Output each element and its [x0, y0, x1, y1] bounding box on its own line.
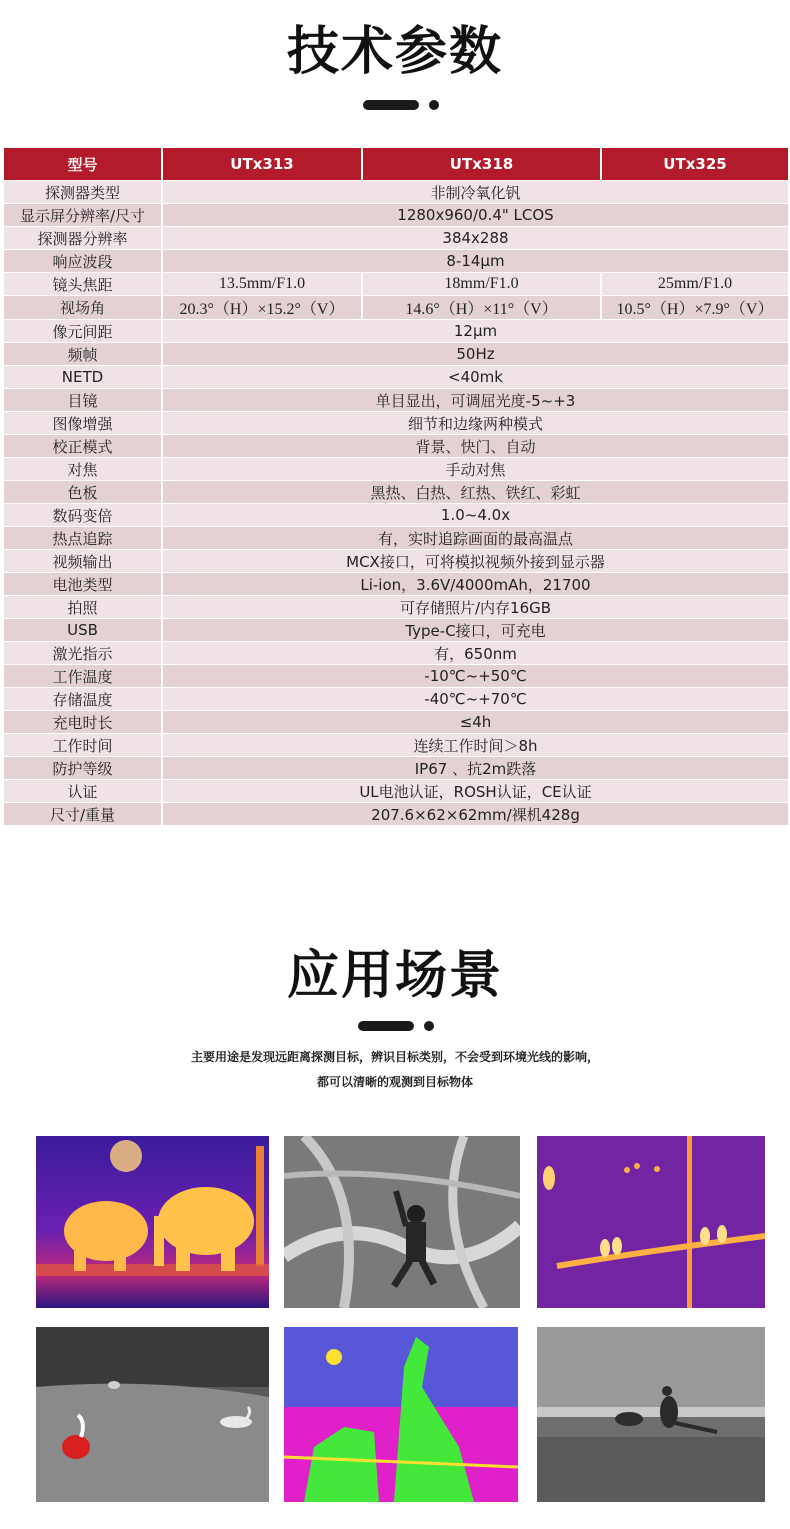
spec-label: 探测器分辨率	[4, 227, 161, 249]
spec-value: 1280x960/0.4" LCOS	[163, 204, 788, 226]
spec-label: USB	[4, 619, 161, 641]
spec-label: 响应波段	[4, 250, 161, 272]
spec-label: 目镜	[4, 389, 161, 411]
spec-row	[4, 711, 788, 733]
spec-row	[4, 481, 788, 503]
header-utx325: UTx325	[602, 148, 788, 180]
spec-value: 50Hz	[163, 343, 788, 365]
app-description-line-1: 主要用途是发现远距离探测目标，辨识目标类别，不会受到环境光线的影响，	[190, 1050, 599, 1064]
spec-row	[4, 757, 788, 779]
spec-value: 细节和边缘两种模式	[163, 412, 788, 434]
spec-label: 热点追踪	[4, 527, 161, 549]
spec-value: 10.5°（H）×7.9°（V）	[602, 296, 788, 319]
spec-value: UL电池认证，ROSH认证，CE认证	[163, 780, 788, 802]
underline-bar	[363, 100, 419, 110]
spec-value: Li-ion，3.6V/4000mAh，21700	[163, 573, 788, 595]
spec-value: -10℃~+50℃	[163, 665, 788, 687]
spec-label: 视场角	[4, 296, 161, 319]
spec-label: 探测器类型	[4, 181, 161, 203]
spec-value: 手动对焦	[163, 458, 788, 480]
spec-label: 视频输出	[4, 550, 161, 572]
underline-dot	[429, 100, 439, 110]
spec-label: 显示屏分辨率/尺寸	[4, 204, 161, 226]
spec-row	[4, 273, 788, 295]
spec-row	[4, 734, 788, 756]
spec-label: 充电时长	[4, 711, 161, 733]
spec-row	[4, 366, 788, 388]
spec-row	[4, 619, 788, 641]
spec-row	[4, 227, 788, 249]
spec-label: 尺寸/重量	[4, 803, 161, 825]
spec-value: 384x288	[163, 227, 788, 249]
spec-label: 校正模式	[4, 435, 161, 457]
header-utx318: UTx318	[363, 148, 600, 180]
spec-row	[4, 389, 788, 411]
spec-row	[4, 320, 788, 342]
spec-value: 单目显出，可调屈光度-5~+3	[163, 389, 788, 411]
spec-label: 存储温度	[4, 688, 161, 710]
spec-label: 工作时间	[4, 734, 161, 756]
spec-value: 有，实时追踪画面的最高温点	[163, 527, 788, 549]
spec-label: 激光指示	[4, 642, 161, 664]
title-underline-mark	[358, 1021, 436, 1031]
spec-value: 有，650nm	[163, 642, 788, 664]
spec-value: 非制冷氧化钒	[163, 181, 788, 203]
spec-row	[4, 250, 788, 272]
spec-value: <40mk	[163, 366, 788, 388]
spec-row	[4, 527, 788, 549]
spec-value: -40℃~+70℃	[163, 688, 788, 710]
spec-row	[4, 642, 788, 664]
spec-table-header	[4, 148, 788, 180]
spec-row	[4, 573, 788, 595]
title-underline-mark	[363, 100, 441, 110]
spec-label: 图像增强	[4, 412, 161, 434]
spec-value: 8-14μm	[163, 250, 788, 272]
spec-label: NETD	[4, 366, 161, 388]
spec-row	[4, 296, 788, 319]
spec-row	[4, 181, 788, 203]
spec-row	[4, 665, 788, 687]
spec-label: 镜头焦距	[4, 273, 161, 295]
spec-label: 防护等级	[4, 757, 161, 779]
spec-value: 连续工作时间＞8h	[163, 734, 788, 756]
spec-value: 207.6×62×62mm/裸机428g	[163, 803, 788, 825]
header-model: 型号	[4, 148, 161, 180]
app-section-title: 应用场景	[286, 946, 503, 1006]
header-utx313: UTx313	[163, 148, 361, 180]
thermal-photo-elephants	[36, 1136, 269, 1308]
app-description-line-2: 都可以清晰的观测到目标物体	[316, 1075, 473, 1089]
spec-row	[4, 458, 788, 480]
spec-row	[4, 412, 788, 434]
spec-row	[4, 803, 788, 825]
spec-label: 数码变倍	[4, 504, 161, 526]
spec-label: 像元间距	[4, 320, 161, 342]
spec-section-title: 技术参数	[286, 22, 503, 82]
spec-row	[4, 435, 788, 457]
underline-dot	[424, 1021, 434, 1031]
spec-value: 黑热、白热、红热、铁红、彩虹	[163, 481, 788, 503]
spec-label: 拍照	[4, 596, 161, 618]
spec-row	[4, 204, 788, 226]
spec-row	[4, 596, 788, 618]
spec-label: 频帧	[4, 343, 161, 365]
spec-value: MCX接口，可将模拟视频外接到显示器	[163, 550, 788, 572]
spec-value: 可存储照片/内存16GB	[163, 596, 788, 618]
thermal-photo-person-tree	[284, 1136, 520, 1308]
thermal-photo-kangaroos	[537, 1327, 765, 1502]
spec-row	[4, 780, 788, 802]
spec-label: 工作温度	[4, 665, 161, 687]
spec-row	[4, 504, 788, 526]
spec-label: 色板	[4, 481, 161, 503]
spec-value: 20.3°（H）×15.2°（V）	[163, 296, 361, 319]
spec-value: 18mm/F1.0	[363, 273, 600, 295]
spec-value: 12μm	[163, 320, 788, 342]
spec-value: 25mm/F1.0	[602, 273, 788, 295]
spec-value: 1.0~4.0x	[163, 504, 788, 526]
spec-label: 对焦	[4, 458, 161, 480]
spec-value: 14.6°（H）×11°（V）	[363, 296, 600, 319]
underline-bar	[358, 1021, 414, 1031]
spec-value: 13.5mm/F1.0	[163, 273, 361, 295]
spec-row	[4, 688, 788, 710]
spec-value: ≤4h	[163, 711, 788, 733]
spec-value: Type-C接口，可充电	[163, 619, 788, 641]
spec-row	[4, 550, 788, 572]
thermal-photo-birds	[537, 1136, 765, 1308]
spec-value: 背景、快门、自动	[163, 435, 788, 457]
thermal-photo-swans	[36, 1327, 269, 1502]
spec-table	[2, 147, 790, 826]
spec-label: 认证	[4, 780, 161, 802]
spec-row	[4, 343, 788, 365]
spec-value: IP67 、抗2m跌落	[163, 757, 788, 779]
thermal-photo-giraffes	[284, 1327, 518, 1502]
spec-label: 电池类型	[4, 573, 161, 595]
